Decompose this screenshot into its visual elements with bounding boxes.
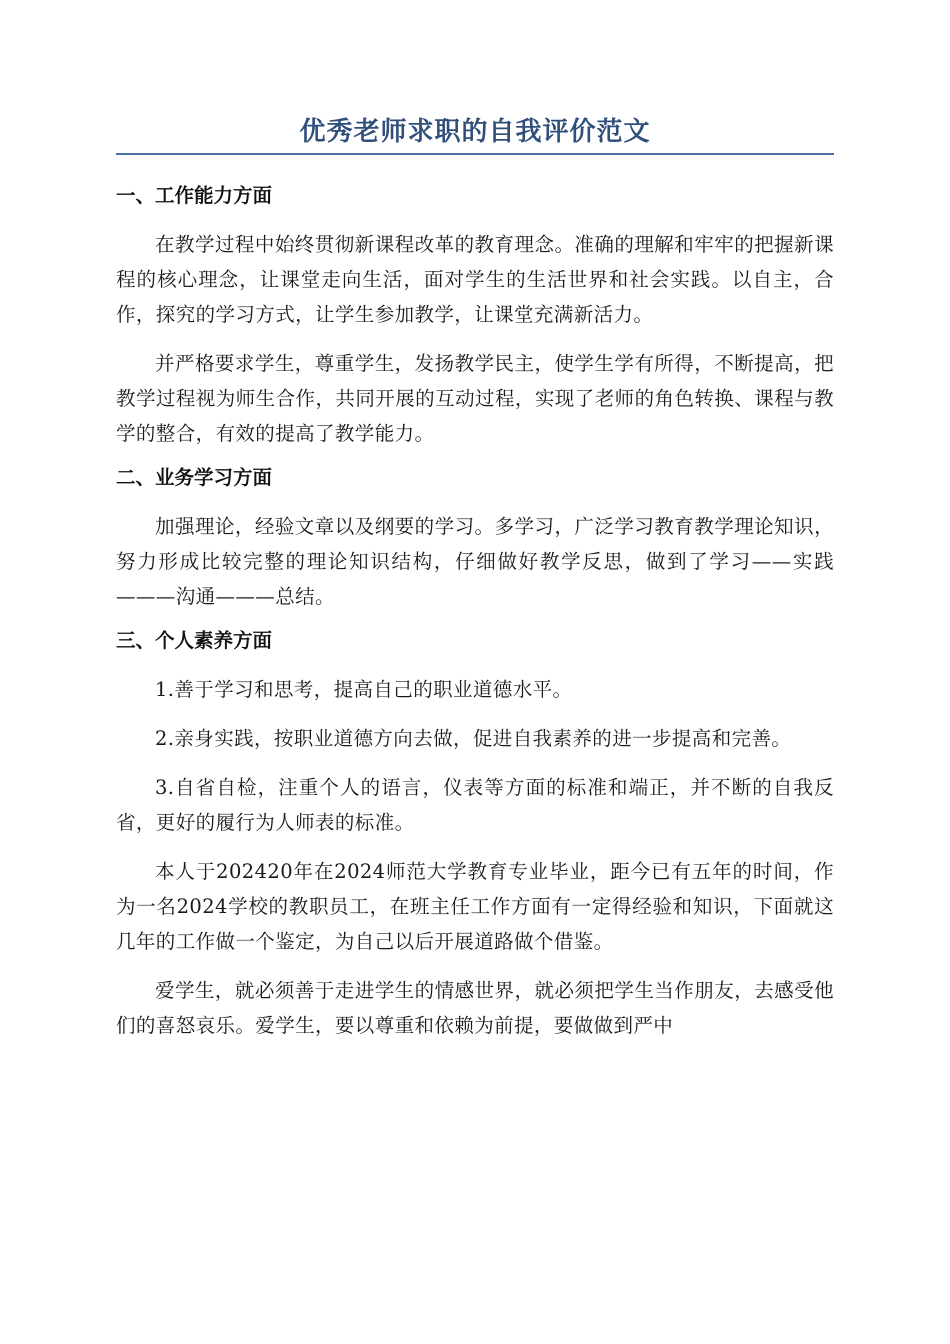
paragraph: 爱学生，就必须善于走进学生的情感世界，就必须把学生当作朋友，去感受他们的喜怒哀乐。爱学生，要以尊重和依赖为前提，要做做到严中 xyxy=(116,979,834,1037)
page-title: 优秀老师求职的自我评价范文 xyxy=(299,117,651,147)
paragraph: 2.亲身实践，按职业道德方向去做，促进自我素养的进一步提高和完善。 xyxy=(155,727,792,750)
paragraph: 在教学过程中始终贯彻新课程改革的教育理念。准确的理解和牢牢的把握新课程的核心理念，让课堂走向生活，面对学生的生活世界和社会实践。以自主，合作，探究的学习方式，让学生参加教学，让课堂充满新活力。 xyxy=(116,233,834,326)
paragraph: 3.自省自检，注重个人的语言，仪表等方面的标准和端正，并不断的自我反省，更好的履行为人师表的标准。 xyxy=(116,776,834,834)
section-heading: 三、个人素养方面 xyxy=(116,629,273,652)
section-professional-study xyxy=(116,465,834,614)
paragraph: 并严格要求学生，尊重学生，发扬教学民主，使学生学有所得，不断提高，把教学过程视为师生合作，共同开展的互动过程，实现了老师的角色转换、课程与教学的整合，有效的提高了教学能力。 xyxy=(116,352,834,445)
section-heading: 二、业务学习方面 xyxy=(116,466,273,489)
section-personal-quality xyxy=(116,628,834,1043)
paragraph: 1.善于学习和思考，提高自己的职业道德水平。 xyxy=(155,678,573,701)
section-heading: 一、工作能力方面 xyxy=(116,184,273,207)
paragraph: 加强理论，经验文章以及纲要的学习。多学习，广泛学习教育教学理论知识，努力形成比较完整的理论知识结构，仔细做好教学反思，做到了学习——实践———沟通———总结。 xyxy=(116,515,834,608)
section-work-ability xyxy=(116,183,834,451)
title-underline xyxy=(116,153,834,155)
document-page xyxy=(116,112,834,1057)
paragraph: 本人于202420年在2024师范大学教育专业毕业，距今已有五年的时间，作为一名2024学校的教职员工，在班主任工作方面有一定得经验和知识，下面就这几年的工作做一个鉴定，为自己以后开展道路做个借鉴。 xyxy=(116,860,834,953)
